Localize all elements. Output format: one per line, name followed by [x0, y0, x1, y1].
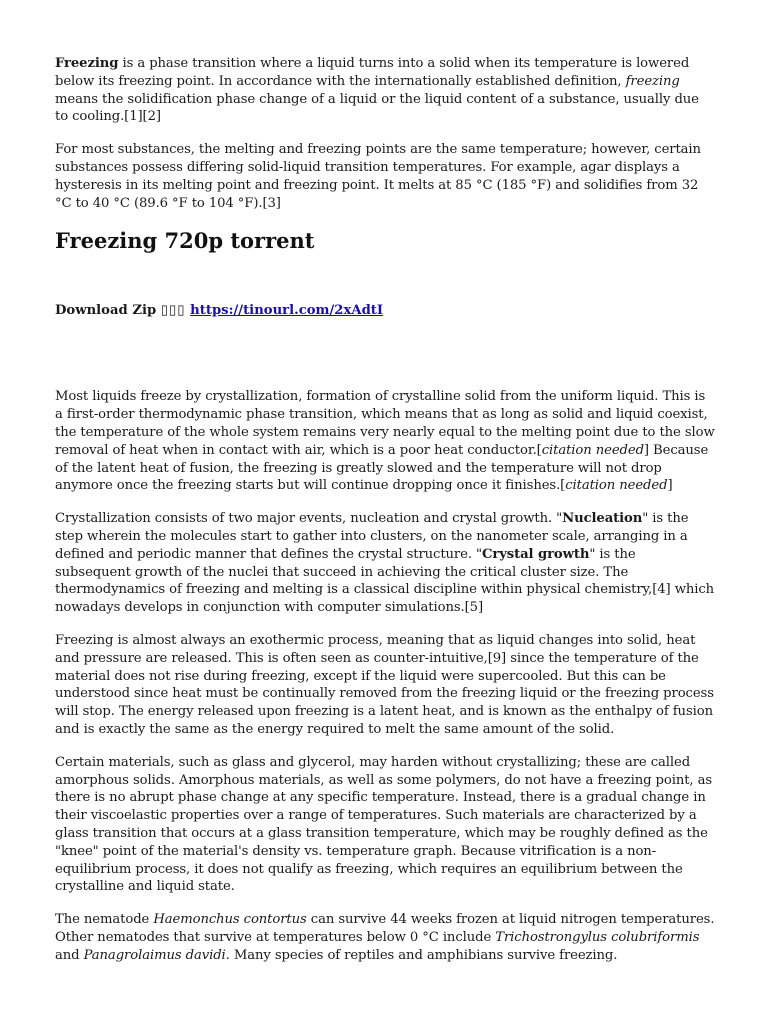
body-paragraph-nucleation [55, 510, 715, 617]
p4-text-b: " is the step wherein the molecules start to gather into clusters, on the nanometer scale, arranging in a defined and periodic manner that defines the crystal structure. " [55, 511, 689, 562]
term-italic: freezing [625, 73, 680, 89]
citation-needed: citation needed [541, 442, 644, 458]
download-label: Download Zip [55, 303, 157, 319]
p7-text-a: The nematode [55, 912, 154, 928]
species-name: Trichostrongylus colubriformis [495, 929, 700, 945]
citation-needed: citation needed [565, 478, 668, 494]
species-name: Haemonchus contortus [153, 912, 307, 928]
p7-text-d: . Many species of reptiles and amphibians survive freezing. [225, 947, 618, 963]
p7-text-c: and [55, 947, 84, 963]
body-paragraph-crystallization [55, 388, 715, 495]
spacer [55, 320, 715, 388]
species-name: Panagrolaimus davidi [83, 947, 226, 963]
intro-paragraph-2: For most substances, the melting and freezing points are the same temperature; however, certain substances possess differing solid-liquid transition temperatures. For example, agar displays a hysteresis in its melting point and freezing point. It melts at 85 °C (185 °F) and solidifies from 32 °C to 40 °C (89.6 °F to 104 °F).[3] [55, 142, 701, 211]
intro-text-a: is a phase transition where a liquid turns into a solid when its temperature is lowered below its freezing point. In accordance with the internationally established definition, [55, 56, 690, 89]
crystal-growth-term: Crystal growth [481, 546, 590, 562]
body-paragraph-amorphous: Certain materials, such as glass and glycerol, may harden without crystallizing; these are called amorphous solids. Amorphous materials, as well as some polymers, do not have a freezing point, as there is no abrupt phase change at any specific temperature. Instead, there is a gradual change in their viscoelastic properties over a range of temperatures. Such materials are characterized by a glass transition that occurs at a glass transition temperature, which may be roughly defined as the "knee" point of the material's density vs. temperature graph. Because vitrification is a non-equilibrium process, it does not qualify as freezing, which requires an equilibrium between the crystalline and liquid state. [55, 754, 713, 895]
p3-text-c: ] [667, 478, 673, 494]
term-bold: Freezing [55, 56, 119, 71]
p4-text-a: Crystallization consists of two major events, nucleation and crystal growth. " [55, 511, 563, 527]
nucleation-term: Nucleation [562, 511, 643, 527]
body-paragraph-exothermic: Freezing is almost always an exothermic process, meaning that as liquid changes into solid, heat and pressure are released. This is often seen as counter-intuitive,[9] since the temperature of the material does not rise during freezing, except if the liquid were supercooled. But this can be understood since heat must be continually removed from the freezing liquid or the freezing process will stop. The energy released upon freezing is a latent heat, and is known as the enthalpy of fusion and is exactly the same as the energy required to melt the same amount of the solid. [55, 632, 714, 737]
download-line [55, 302, 715, 320]
intro-paragraph-1 [55, 55, 715, 126]
page-heading: Freezing 720p torrent [55, 228, 315, 254]
placeholder-glyphs: ▯▯▯ [160, 303, 186, 319]
intro-text-b: means the solidification phase change of a liquid or the liquid content of a substance, usually due to cooling.[1][2] [55, 91, 699, 125]
download-link[interactable]: https://tinourl.com/2xAdtI [190, 303, 384, 319]
p3-text-a: Most liquids freeze by crystallization, formation of crystalline solid from the uniform liquid. This is a first-order thermodynamic phase transition, which means that as long as solid and liquid coexist, the temperature of the whole system remains very nearly equal to the melting point due to the slow removal of heat when in contact with air, which is a poor heat conductor.[ [55, 389, 715, 458]
p4-text-c: " is the subsequent growth of the nuclei that succeed in achieving the critical cluster size. The thermodynamics of freezing and melting is a classical discipline within physical chemistry,[4] which nowadays develops in conjunction with computer simulations.[5] [55, 546, 715, 616]
p7-text-b: can survive 44 weeks frozen at liquid nitrogen temperatures. Other nematodes that survive at temperatures below 0 °C include [55, 912, 715, 945]
body-paragraph-nematode [55, 911, 715, 964]
p3-text-b: ] Because of the latent heat of fusion, the freezing is greatly slowed and the temperature will not drop anymore once the freezing starts but will continue dropping once it finishes.[ [55, 442, 709, 494]
